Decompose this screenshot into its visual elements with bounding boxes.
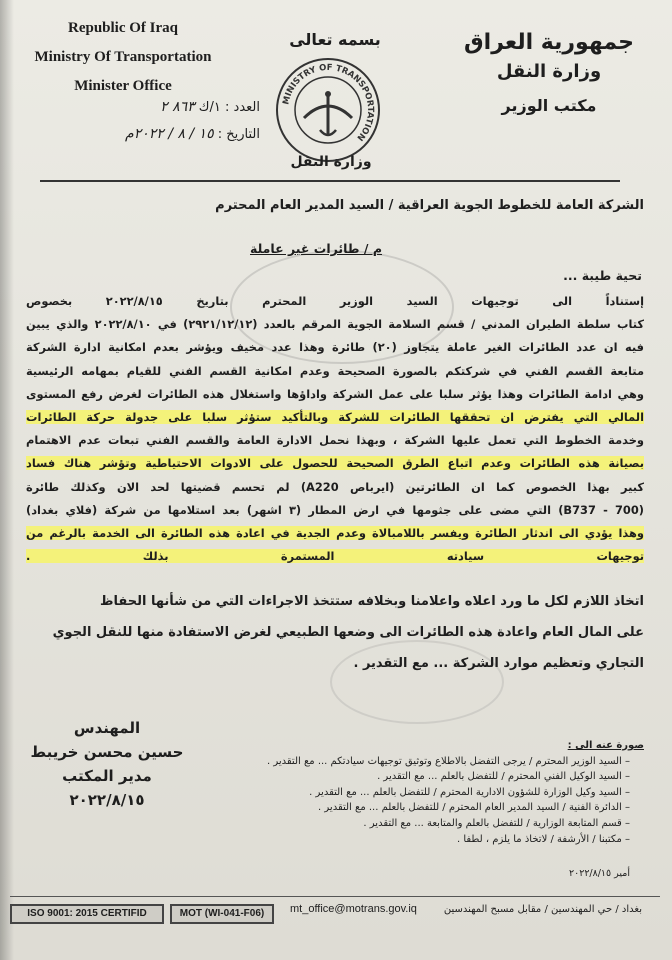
copies-to-item: – مكتبنا / الأرشفة / لاتخاذ ما يلزم ، لطفا .	[214, 832, 630, 848]
letter-body	[26, 290, 644, 568]
signature-title: المهندس	[73, 719, 141, 737]
body-line	[26, 290, 644, 313]
signature-name: حسين محسن خريبط	[30, 743, 184, 761]
signature-position: مدير المكتب	[62, 767, 152, 785]
header-en-line2: Ministry Of Transportation	[34, 49, 212, 65]
highlighted-text: وهذا يؤدي الى اندثار الطائرة ويفسر باللامبالاة وعدم الجدية في اعادة هذه الطائرة الى الخدمة بالرغم من	[26, 526, 644, 541]
header-en-line1: Republic Of Iraq	[67, 20, 178, 36]
closing-paragraph	[26, 586, 644, 679]
footer-divider	[10, 896, 660, 897]
body-line	[26, 476, 644, 499]
subject-line: م / طائرات غير عاملة	[250, 241, 382, 256]
body-text-span: وهي ادامة الطائرات وهذا يؤثر سلبا على عمل الشركة واداؤها واستغلال هذه الطائرات لغرض رفع المستوى	[26, 386, 644, 401]
footer-date-note: أمير ٢٠٢٢/٨/١٥	[569, 868, 630, 879]
body-text-span: كبير بهذا الخصوص كما ان الطائرتين (ايرباص A220) لم تحسم قضيتها لحد الان وكذلك طائرة	[26, 479, 644, 494]
body-line	[26, 522, 644, 545]
copies-to-item: – السيد الوكيل الفني المحترم / للتفضل بالعلم ... مع التقدير .	[214, 769, 630, 785]
iso-certification-badge: ISO 9001: 2015 CERTIFID	[10, 904, 164, 924]
header-en-line3: Minister Office	[74, 78, 172, 94]
copies-to-item: – الدائرة الفنية / السيد المدير العام المحترم / للتفضل بالعلم ... مع التقدير .	[214, 800, 630, 816]
body-line	[26, 313, 644, 336]
header-ar-line1: جمهورية العراق	[464, 30, 634, 55]
header-ar-line2: وزارة النقل	[496, 61, 602, 82]
reference-number	[60, 94, 260, 121]
seal-ring-text: MINISTRY OF TRANSPORTATION	[281, 62, 376, 143]
highlighted-text: توجيهات سيادته المستمرة بذلك .	[26, 549, 644, 564]
copies-to-item: – السيد الوزير المحترم / يرجى التفضل بالاطلاع وتوثيق توجيهات سيادتكم ... مع التقدير .	[214, 754, 630, 770]
footer-email: mt_office@motrans.gov.iq	[290, 903, 417, 915]
body-text-span: فيه ان عدد الطائرات الغير عاملة يتجاوز (٢٠) طائرة وهذا عدد مخيف ويؤشر بعدم امكانية ادارة الشركة	[26, 340, 644, 355]
seal-caption: وزارة النقل	[290, 154, 372, 170]
reference-number-label: العدد : ١/ك	[198, 100, 260, 115]
highlighted-text: المالي التي يفترض ان تحققها الطائرات للشركة وبالتأكيد ستؤثر سلبا على جدولة حركة الطائرات	[26, 410, 644, 425]
header-divider	[40, 180, 620, 182]
closing-line: على المال العام واعادة هذه الطائرات الى وضعها الطبيعي لغرض الاستفادة منها للنقل الجوي	[52, 625, 644, 640]
copies-to-block	[214, 738, 644, 847]
copies-to-title: صورة عنه الى :	[567, 740, 644, 751]
reference-block	[60, 94, 260, 148]
header-ar-line3: مكتب الوزير	[501, 96, 597, 115]
mot-code-badge: MOT (WI-041-F06)	[170, 904, 274, 924]
copies-to-item: – السيد وكيل الوزارة للشؤون الادارية المحترم / للتفضل بالعلم ... مع التقدير .	[214, 785, 630, 801]
body-line	[26, 545, 644, 568]
signature-block	[22, 716, 192, 812]
body-line	[26, 383, 644, 406]
body-line	[26, 452, 644, 475]
copies-to-list	[214, 754, 644, 848]
signature-date: ٢٠٢٢/٨/١٥	[69, 791, 145, 809]
body-line	[26, 336, 644, 359]
page-shadow	[0, 0, 14, 960]
copies-to-item: – قسم المتابعة الوزارية / للتفضل بالعلم والمتابعة ... مع التقدير .	[214, 816, 630, 832]
body-line	[26, 406, 644, 429]
reference-date-value: ١٥ / ٨ / ٢٠٢٢م	[125, 126, 214, 142]
basmala: بسمه تعالى	[289, 30, 381, 49]
body-line	[26, 429, 644, 452]
reference-number-value: ٨٦٣ ٢	[160, 99, 195, 115]
closing-line: اتخاذ اللازم لكل ما ورد اعلاه واعلامنا وبخلافه ستتخذ الاجراءات التي من شأنها الحفاظ	[99, 594, 644, 609]
closing-line: التجاري وتعظيم موارد الشركة ... مع التقدير .	[353, 656, 644, 671]
highlighted-text: بصيانة هذه الطائرات وعدم اتباع الطرق الصحيحة للحصول على الادوات الاحتياطية وتؤشر هناك فساد	[26, 456, 644, 471]
header-arabic	[454, 28, 644, 126]
header-english	[28, 14, 218, 101]
body-line	[26, 360, 644, 383]
body-line	[26, 499, 644, 522]
body-text-span: متابعة القسم الفني في شركتكم بالصورة الصحيحة وعدم امكانية القسم الفني للقيام بمهامه الرئيسية	[26, 363, 644, 378]
reference-date-label: التاريخ :	[217, 127, 260, 142]
footer-address: بغداد / حي المهندسين / مقابل مسبح المهندسين	[443, 904, 642, 915]
body-text-span: (B737 - 700) التي مضى على جثومها في ارض المطار (٣ اشهر) بعد استلامها من شركة (فلاي بغداد)	[26, 502, 644, 517]
greeting: تحية طيبة ...	[563, 268, 642, 283]
addressee: الشركة العامة للخطوط الجوية العراقية / السيد المدير العام المحترم	[215, 198, 644, 213]
body-text-span: وخدمة الخطوط التي تعمل عليها الشركة ، وبهذا نحمل الادارة العامة والقسم الفني تبعات عدم الاهتمام	[26, 433, 644, 448]
body-text-span: كتاب سلطة الطيران المدني / قسم السلامة الجوية المرقم بالعدد (٢٩٢١/١٢/١٢) في ٢٠٢٢/٨/١٠ والذي يبين	[26, 317, 644, 332]
body-text-span: إستناداً الى توجيهات السيد الوزير المحترم بتاريخ ٢٠٢٢/٨/١٥ بخصوص	[26, 294, 644, 308]
reference-date	[60, 121, 260, 148]
ministry-seal-icon	[274, 56, 382, 164]
